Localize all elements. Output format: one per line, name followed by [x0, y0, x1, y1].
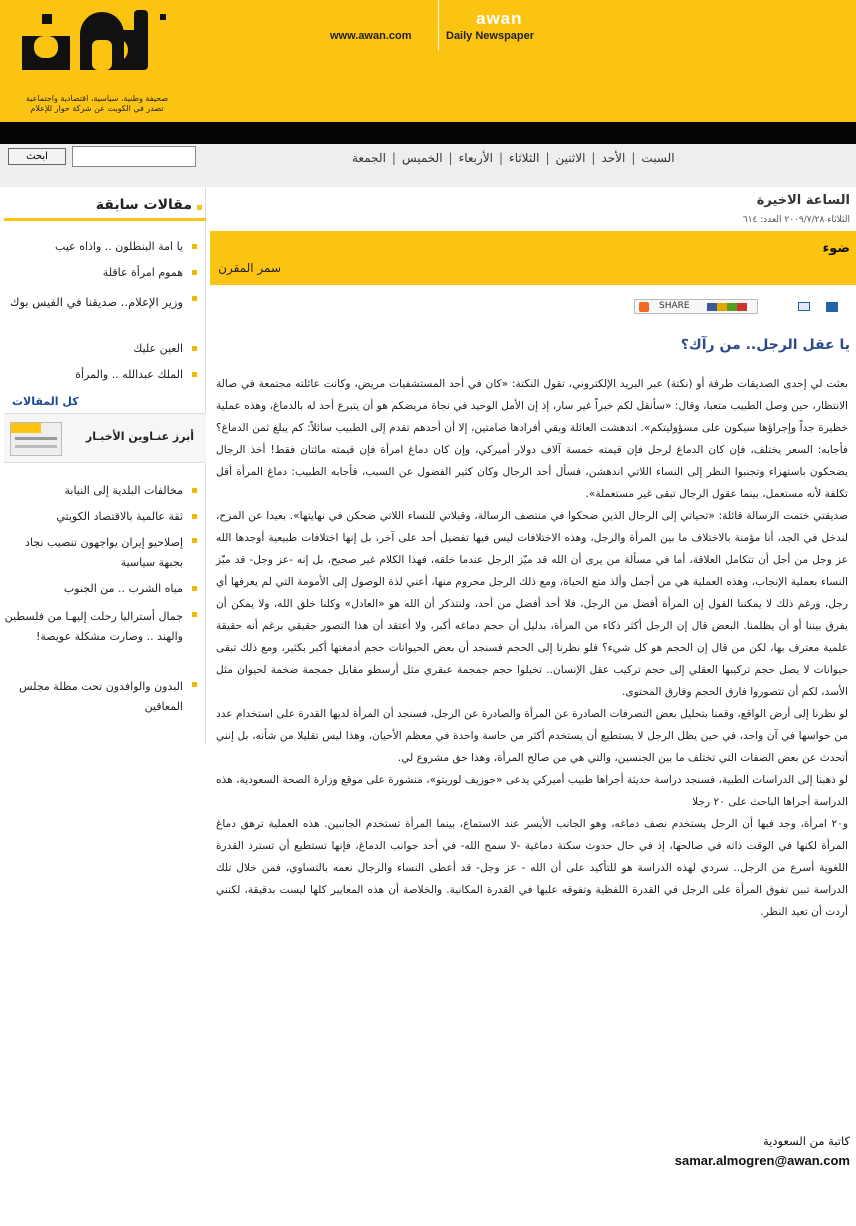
bullet-icon — [192, 346, 197, 351]
bullet-icon — [192, 372, 197, 377]
share-button[interactable]: SHARE — [634, 299, 758, 314]
bullet-icon — [197, 205, 202, 210]
nav-day-monday[interactable]: الاثنين — [555, 151, 586, 165]
headline-link[interactable]: ثقة عالمية بالاقتصاد الكويتي — [1, 509, 197, 525]
previous-article-link[interactable]: الملك عبدالله .. والمرأة — [1, 367, 197, 383]
sidebar-title: مقالات سابقة — [95, 197, 192, 213]
previous-article-link[interactable]: يا امة البنطلون .. واذاه عيب — [1, 239, 197, 255]
latest-title: الساعة الاخيرة — [756, 193, 850, 208]
nav-day-saturday[interactable]: السبت — [641, 151, 675, 165]
search-input[interactable] — [72, 146, 196, 167]
author-email-link[interactable]: samar.almogren@awan.com — [674, 1153, 850, 1168]
brand-wordmark: awan — [476, 9, 523, 28]
bullet-icon — [192, 488, 197, 493]
nav-day-thursday[interactable]: الخميس — [401, 151, 443, 165]
sidebar — [4, 187, 206, 745]
article-paragraph: و٢٠ امرأة، وجد فيها أن الرجل يستخدم نصف دماغه، وهو الجانب الأيسر عند الاستماع، بينما المرأة تستخدم الجانبين. هذه العملية ترهق دماغ المرأة لكنها في الوقت ذاته في صالحها، إذ في حال حدوث سكتة دماغية -لا سمح الله- في أحد جوانب الدماغ، فإنها تستطيع أن تسترد القدرة اللغوية أسرع من الرجل.. سردي لهذه الدراسة هو للتأكيد على أن الله - عز وجل- قد أعطى النساء والرجال نعمه بالتساوي، فمن خلال تلك الدراسة تبين تفوق المرأة على الرجل في القدرة اللفظية وتفوقه عليها في القدرة المكانية. والخلاصة أن هذه المعايير كلها ليست بدقيقة، لكنني أردت أن تعيد النظر. — [216, 818, 848, 918]
article-paragraph: صديقتي ختمت الرسالة قائلة: «تحياتي إلى الرجال الذين ضحكوا في منتصف الرسالة، وقبلاتي للنساء اللاتي ضحكن في نهايتها». بعيدا عن المزح، لندخل في الجد، أنا مؤمنة بالاختلاف ما بين المرأة والرجل، وهذه الاختلافات ليس فيها تفضيل أحد على آخر، بل إنها اختلافات طبيعية أوجدها الله عز وجل من أجل أن تتكامل العلاقة، أما في مسألة من يرى أن الله قد ميّز الرجل عندما خلقه، فهذا الكلام غير صحيح، بل إنه -عز وجل- قد ميّز النساء بعملية الإنجاب، وهذه العملية هي من أجمل وألذ متع الحياة، ومع ذلك الرجل محروم منها، أعني لذة الوصول إلى الأمومة التي لم يعرفها أي رجل، ورغم ذلك لا يمكننا القول إن المرأة أفضل من الرجل، فلا أحد أفضل من أحد، ولنتذكر أن الله هو «العادل» وكلنا خلق الله، ولا يمكن أن يفرق بيننا أو أن يظلمنا. البعض قال إن الرجل أكثر ذكاء من المرأة، بدليل أن حجم دماغه أكبر، ولا أعتقد أن هذا التصور حقيقي برغم أنه حقيقة علمية معترف بها، لكن من قال إن الحجم هو كل شيء؟ فلو نظرنا إلى الحجم فسنجد أن بعض الحيوانات حجم أدمغتها أكبر بكثير، ومع ذلك تبقى حيوانات لا يصل حجم تركيبها العقلي إلى حجم تركيب عقل الإنسان.. تخيلوا حجم جمجمة عبقري مثل أرسطو مقابل جمجمة ضخمة لحيوان مثل الأسد، لكم أن تتصوروا فارق الحجم وفارق المحتوى. — [216, 510, 848, 698]
sidebar-header — [4, 193, 206, 221]
article-paragraph: لو نظرنا إلى أرض الواقع، وقمنا بتحليل بعض التصرفات الصادرة عن المرأة والصادرة عن الرجل، فسنجد أن المرأة لديها القدرة على استخدام عدد من حواسها في آن واحد، في حين يظل الرجل لا يستطيع أن يستخدم أكثر من حاسة واحدة في معظم الأحيان، وهذا ليس تقليلا من شأنه، بل إنني أتحدث عن بعض الصفات التي تختلف ما بين الجنسين، والتي هي من صالح المرأة، وهذا حق مشروع لي. — [216, 708, 848, 764]
mail-icon[interactable] — [798, 302, 810, 311]
brand-tagline: Daily Newspaper — [446, 30, 535, 42]
headline-link[interactable]: إصلاحيو إيران يواجهون تنصيب نجاد بجبهة سياسية — [1, 533, 197, 573]
social-icons — [707, 303, 747, 311]
logo-mark — [16, 8, 178, 92]
column-band — [210, 231, 856, 285]
bullet-icon — [192, 296, 197, 301]
nav-separator: | — [545, 151, 550, 165]
latest-strip — [210, 187, 856, 231]
day-nav — [352, 151, 675, 171]
all-articles-link[interactable]: كل المقالات — [12, 395, 79, 408]
nav-separator: | — [499, 151, 504, 165]
logo-tagline: صحيفة وطنية، سياسية، اقتصادية واجتماعية — [25, 94, 169, 103]
nav-day-wednesday[interactable]: الأربعاء — [458, 151, 493, 165]
article-paragraph: لو ذهبنا إلى الدراسات الطبية، فسنجد دراسة حديثة أجراها طبيب أميركي يدعى «جوزيف لوريتو»، منشورة على موقع وزارة الصحة السعودية، هذه الدراسة أجراها الباحث على ٢٠ رجلا — [216, 774, 848, 808]
column-name: ضوء — [822, 241, 850, 256]
header-divider — [438, 0, 439, 50]
bullet-icon — [192, 514, 197, 519]
print-icon[interactable] — [826, 302, 838, 312]
search-button[interactable]: ابحث — [8, 148, 66, 165]
previous-article-link[interactable]: العين عليك — [1, 341, 197, 357]
article-paragraph: بعثت لي إحدى الصديقات طرفة أو (نكتة) عبر البريد الإلكتروني، تقول النكتة: «كان في أحد المستشفيات مريض، وكانت عائلته مجتمعة في صالة الانتظار، حين وصل الطبيب متعبا، وقال: «سأنقل لكم خبراً غير سار، إذ إن الأمل الوحيد في نجاة مريضكم هو أن يتبرع أحد له بالدماغ، وهذه عملية خطيرة جداً وإجراؤها سيكون على مسؤوليتكم». اندهشت العائلة وبقي أفرادها صامتين، إلا أن أحدهم تقدم إلى الطبيب سائلاً: كم يبلغ ثمن الدماغ؟ فأجابه: السعر يختلف، فإن كان الدماغ لرجل فإن قيمته خمسة آلاف دولار أميركي، وإن كان دماغ امرأة فإن قيمته مائتان فقط! أخذ الرجال يضحكون باستهزاء وتجنبوا النظر إلى النساء اللاتي اندهشن، فسأل أحد الرجال وكان كثير الفضول عن السبب، فأجابه الطبيب: دماغ المرأة أقل تكلفة لأنه مستعمل، بينما عقول الرجال تبقى غير مستعملة». — [216, 378, 848, 500]
share-icon — [639, 302, 649, 312]
bullet-icon — [192, 244, 197, 249]
headline-link[interactable]: مياه الشرب .. من الجنوب — [1, 581, 197, 597]
bullet-icon — [192, 682, 197, 687]
news-headlines-box — [4, 413, 206, 463]
bullet-icon — [192, 270, 197, 275]
author-name-link[interactable]: سمر المقرن — [218, 261, 281, 275]
top-black-bar — [0, 122, 856, 144]
main-column — [210, 187, 856, 1226]
site-header — [0, 0, 856, 122]
article-signature — [450, 1129, 850, 1168]
article-tools — [210, 299, 856, 317]
previous-article-link[interactable]: هموم امرأة عاقلة — [1, 265, 197, 281]
bullet-icon — [192, 612, 197, 617]
article-body — [216, 373, 848, 923]
headline-link[interactable]: البدون والوافدون تحت مظلة مجلس المعاقين — [1, 677, 197, 717]
nav-day-tuesday[interactable]: الثلاثاء — [509, 151, 540, 165]
awan-logo-icon[interactable] — [12, 4, 182, 116]
nav-separator: | — [591, 151, 596, 165]
news-box-title: أبرز عنـاوين الأخبـار — [85, 430, 194, 443]
previous-article-link[interactable]: وزير الإعلام.. صديقنا في الفيس بوك — [1, 291, 197, 313]
bullet-icon — [192, 538, 197, 543]
headline-link[interactable]: جمال أستراليا رحلت إليهـا من فلسطين والهند .. وصارت مشكلة عويصة! — [1, 607, 197, 647]
headline-link[interactable]: مخالفات البلدية إلى النيابة — [1, 483, 197, 499]
issue-date: الثلاثاء ٢٠٠٩/٧/٢٨ العدد: ٦١٤ — [742, 215, 850, 225]
bullet-icon — [192, 586, 197, 591]
nav-separator: | — [391, 151, 396, 165]
nav-separator: | — [631, 151, 636, 165]
logo-tagline-secondary: تصدر في الكويت عن شركة حوار للإعلام — [30, 104, 164, 113]
nav-separator: | — [448, 151, 453, 165]
article-title: يا عقل الرجل.. من رآك؟ — [680, 337, 850, 353]
site-url-link[interactable]: www.awan.com — [330, 30, 412, 42]
nav-day-sunday[interactable]: الأحد — [601, 151, 626, 165]
nav-day-friday[interactable]: الجمعة — [352, 151, 386, 165]
signature-line: كاتبة من السعودية — [763, 1134, 850, 1148]
news-thumbnail-icon — [10, 422, 62, 456]
